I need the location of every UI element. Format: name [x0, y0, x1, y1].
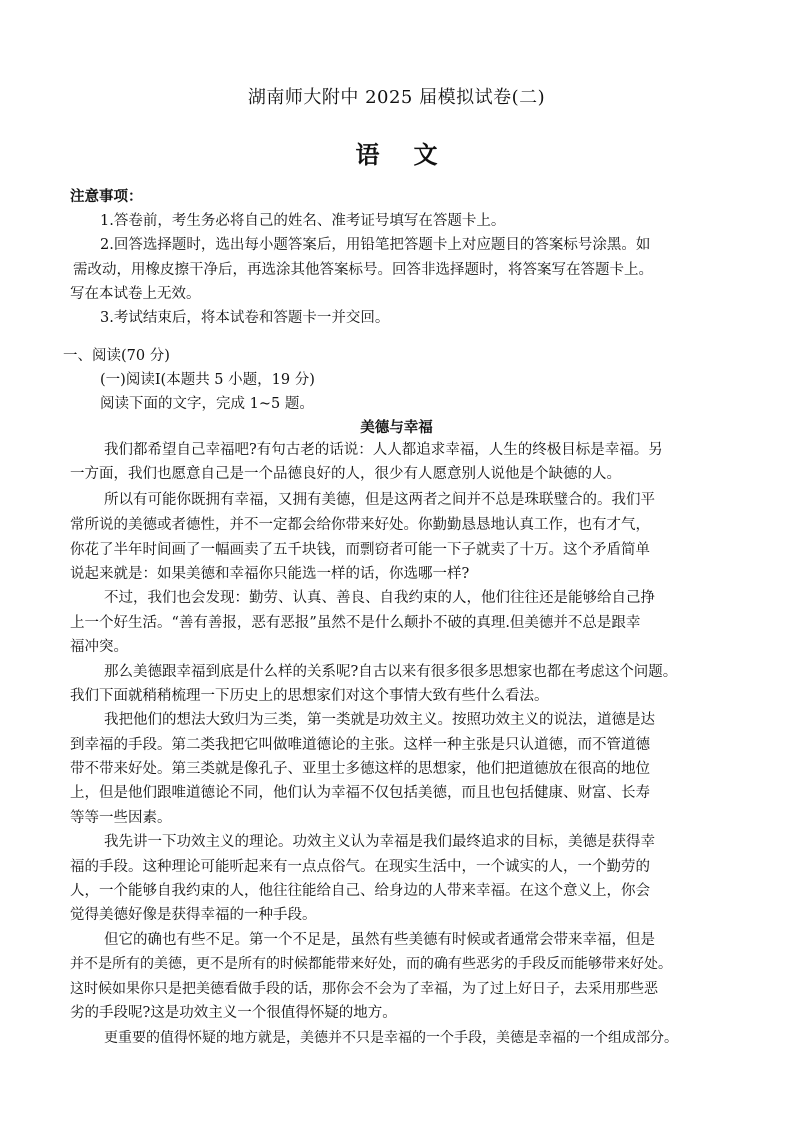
article-line: 到幸福的手段。第二类我把它叫做唯道德论的主张。这样一种主张是只认道德，而不管道德 [70, 737, 650, 753]
article-line: 这时候如果你只是把美德看做手段的话，那你会不会为了幸福，为了过上好日子，去采用那些恶 [70, 981, 658, 997]
article-line: 不过，我们也会发现：勤劳、认真、善良、自我约束的人，他们往往还是能够给自己挣 [104, 590, 655, 606]
article-line: 等等一些因素。 [70, 810, 172, 826]
article-line: 我把他们的想法大致归为三类，第一类就是功效主义。按照功效主义的说法，道德是达 [104, 712, 655, 728]
article-line: 你花了半年时间画了一幅画卖了五千块钱，而剽窃者可能一下子就卖了十万。这个矛盾简单 [70, 542, 650, 558]
article-line: 福的手段。这种理论可能听起来有一点点俗气。在现实生活中，一个诚实的人，一个勤劳的 [70, 859, 650, 875]
note-item-2-line-1: 2.回答选择题时，选出每小题答案后，用铅笔把答题卡上对应题目的答案标号涂黑。如 [100, 237, 651, 253]
note-item-1: 1.答卷前，考生务必将自己的姓名、准考证号填写在答题卡上。 [100, 213, 506, 229]
subject-title: 语文 [355, 140, 472, 169]
article-line: 所以有可能你既拥有幸福，又拥有美德，但是这两者之间并不总是珠联璧合的。我们平 [104, 492, 655, 508]
article-line: 福冲突。 [70, 639, 128, 655]
article-line: 觉得美德好像是获得幸福的一种手段。 [70, 907, 317, 923]
exam-title: 湖南师大附中 2025 届模拟试卷(二) [247, 87, 546, 108]
article-line: 带不带来好处。第三类就是像孔子、亚里士多德这样的思想家，他们把道德放在很高的地位 [70, 761, 650, 777]
reading-instruction: 阅读下面的文字，完成 1~5 题。 [100, 396, 314, 412]
article-line: 说起来就是：如果美德和幸福你只能选一样的话，你选哪一样? [70, 566, 470, 582]
article-line: 我先讲一下功效主义的理论。功效主义认为幸福是我们最终追求的目标，美德是获得幸 [104, 834, 655, 850]
note-item-3: 3.考试结束后，将本试卷和答题卡一并交回。 [100, 310, 390, 326]
article-line: 那么美德跟幸福到底是什么样的关系呢?自古以来有很多很多思想家也都在考虑这个问题。 [104, 664, 678, 680]
section-heading: 一、阅读(70 分) [63, 348, 170, 364]
note-item-2-line-3: 写在本试卷上无效。 [70, 286, 201, 302]
article-line: 并不是所有的美德，更不是所有的时候都能带来好处，而的确有些恶劣的手段反而能够带来好处。 [70, 956, 672, 972]
article-line: 一方面，我们也愿意自己是一个品德良好的人，很少有人愿意别人说他是个缺德的人。 [70, 466, 621, 482]
article-line: 我们下面就稍稍梳理一下历史上的思想家们对这个事情大致有些什么看法。 [70, 688, 549, 704]
sub-section-heading: (一)阅读Ⅰ(本题共 5 小题，19 分) [100, 372, 315, 388]
article-line: 劣的手段呢?这是功效主义一个很值得怀疑的地方。 [70, 1005, 397, 1021]
notes-heading: 注意事项： [70, 188, 143, 205]
article-line: 常所说的美德或者德性，并不一定都会给你带来好处。你勤勤恳恳地认真工作，也有才气， [70, 517, 650, 533]
article-line: 但它的确也有些不足。第一个不足是，虽然有些美德有时候或者通常会带来幸福，但是 [104, 932, 655, 948]
article-line: 上，但是他们跟唯道德论不同，他们认为幸福不仅包括美德，而且也包括健康、财富、长寿 [70, 785, 650, 801]
note-item-2-line-2: 需改动，用橡皮擦干净后，再选涂其他答案标号。回答非选择题时，将答案写在答题卡上。 [73, 262, 653, 278]
article-line: 人，一个能够自我约束的人，他往往能给自己、给身边的人带来幸福。在这个意义上，你会 [70, 883, 650, 899]
article-line: 上一个好生活。“善有善报，恶有恶报”虽然不是什么颠扑不破的真理.但美德并不总是跟幸 [70, 615, 641, 631]
article-title: 美德与幸福 [360, 419, 433, 436]
article-line: 我们都希望自己幸福吧?有句古老的话说：人人都追求幸福，人生的终极目标是幸福。另 [104, 442, 663, 458]
article-line: 更重要的值得怀疑的地方就是，美德并不只是幸福的一个手段，美德是幸福的一个组成部分。 [104, 1030, 678, 1046]
